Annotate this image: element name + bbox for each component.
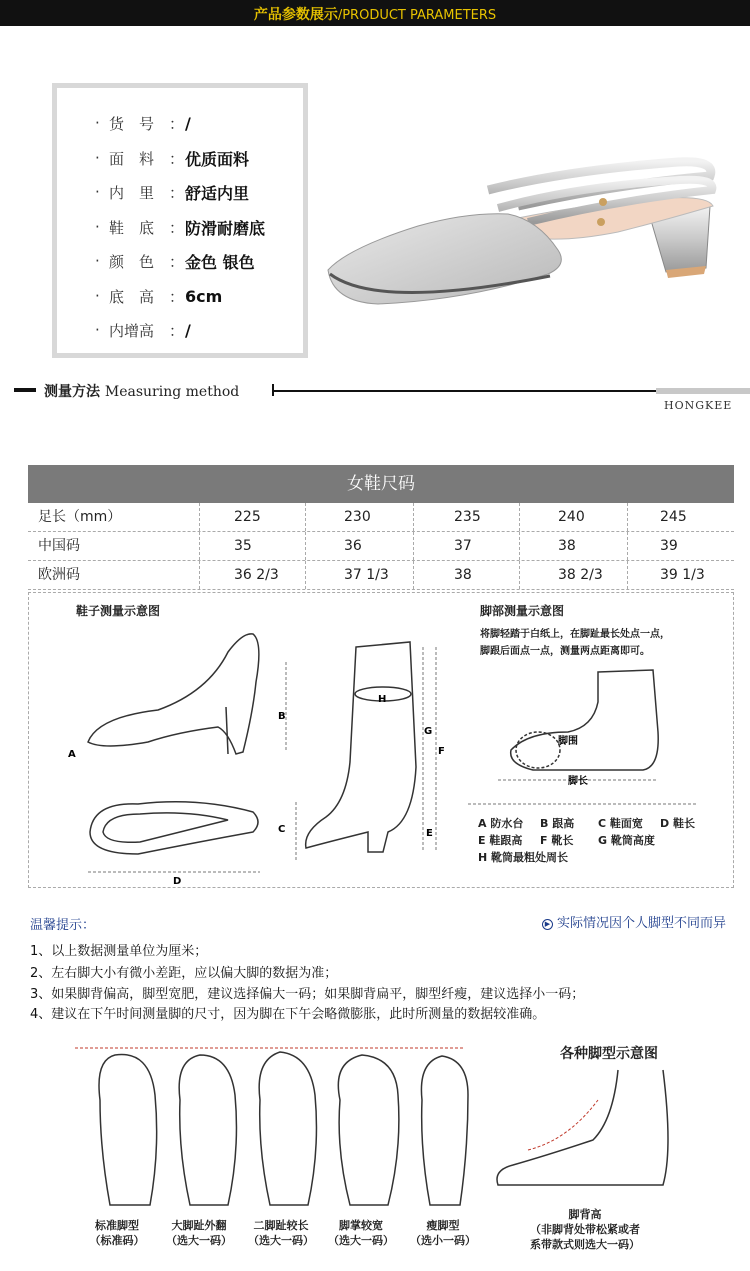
divider-left bbox=[14, 388, 36, 392]
param-row bbox=[95, 286, 222, 306]
bullet: · bbox=[95, 149, 100, 167]
table-cell: 245 bbox=[660, 509, 687, 525]
param-colon: ： bbox=[169, 218, 185, 237]
param-value: / bbox=[185, 113, 191, 133]
legend-item: E 鞋跟高 bbox=[478, 834, 523, 847]
table-row bbox=[28, 561, 734, 590]
tip-item: 3、如果脚背偏高，脚型宽肥，建议选择偏大一码；如果脚背扁平，脚型纤瘦，建议选择小一码； bbox=[30, 987, 585, 1002]
param-label: 货 号 bbox=[109, 114, 155, 133]
instep-caption-line: （非脚背处带松紧或者 bbox=[530, 1223, 640, 1236]
size-table-title: 女鞋尺码 bbox=[28, 465, 734, 503]
foot-type-caption bbox=[316, 1218, 406, 1248]
foot-note: 将脚轻踏于白纸上，在脚趾最长处点一点， bbox=[480, 629, 670, 640]
bullet: · bbox=[95, 287, 100, 305]
tip-item: 2、左右脚大小有微小差距，应以偏大脚的数据为准； bbox=[30, 966, 338, 981]
foot-length-label: 脚长 bbox=[568, 776, 588, 787]
tip-item: 4、建议在下午时间测量脚的尺寸，因为脚在下午会略微膨胀，此时所测量的数据较准确。 bbox=[30, 1007, 546, 1022]
foot-type-caption bbox=[72, 1218, 162, 1248]
row-label: 中国码 bbox=[28, 532, 200, 560]
header-bar bbox=[0, 0, 750, 26]
shoe-diagram-title: 鞋子测量示意图 bbox=[76, 604, 161, 618]
param-label: 底 高 bbox=[109, 287, 155, 306]
tips-title: 温馨提示： bbox=[30, 918, 96, 933]
brand-label: HONGKEE bbox=[664, 399, 733, 412]
table-cell: 38 bbox=[520, 532, 628, 560]
measuring-title-cn: 测量方法 bbox=[44, 384, 100, 400]
tips-note bbox=[542, 912, 726, 931]
header-title-cn: 产品参数展示 bbox=[253, 7, 338, 23]
table-row bbox=[28, 532, 734, 561]
param-colon: ： bbox=[169, 149, 185, 168]
label-e: E bbox=[426, 828, 433, 839]
param-label: 内 里 bbox=[109, 183, 155, 202]
legend-item: H 靴筒最粗处周长 bbox=[478, 851, 569, 864]
instep-caption-line: 系带款式则选大一码） bbox=[530, 1238, 640, 1251]
table-cell: 38 bbox=[414, 561, 520, 589]
measuring-title-en: Measuring method bbox=[104, 384, 240, 400]
row-label: 足长（mm） bbox=[28, 503, 200, 531]
table-cell: 37 bbox=[414, 532, 520, 560]
foot-type-caption bbox=[398, 1218, 488, 1248]
label-g: G bbox=[424, 726, 433, 737]
param-value: 舒适内里 bbox=[185, 183, 250, 203]
param-row bbox=[95, 113, 191, 133]
table-cell: 39 1/3 bbox=[660, 567, 705, 583]
table-cell: 36 bbox=[306, 532, 414, 560]
foot-type-advice: （选大一码） bbox=[328, 1234, 394, 1247]
instep-caption-line: 脚背高 bbox=[568, 1208, 602, 1221]
divider-grey bbox=[656, 388, 750, 394]
foot-type-advice: （选小一码） bbox=[410, 1234, 476, 1247]
label-d: D bbox=[173, 876, 182, 887]
foot-type-advice: （选大一码） bbox=[166, 1234, 232, 1247]
play-circle-icon: ▶ bbox=[542, 919, 553, 930]
param-colon: ： bbox=[169, 183, 185, 202]
parameter-box bbox=[52, 83, 308, 358]
row-label: 欧洲码 bbox=[28, 561, 200, 589]
param-label: 颜 色 bbox=[109, 252, 155, 271]
legend-item: F 靴长 bbox=[540, 834, 574, 847]
table-row bbox=[28, 503, 734, 532]
legend-item: C 鞋面宽 bbox=[598, 817, 643, 830]
instep-outline bbox=[488, 1060, 688, 1190]
bullet: · bbox=[95, 218, 100, 236]
legend-item: A 防水台 bbox=[478, 817, 524, 830]
table-cell: 38 2/3 bbox=[520, 561, 628, 589]
instep-caption bbox=[510, 1207, 660, 1252]
param-label: 鞋 底 bbox=[109, 218, 155, 237]
legend-item: G 靴筒高度 bbox=[598, 834, 655, 847]
param-colon: ： bbox=[169, 114, 185, 133]
header-title-en: /PRODUCT PARAMETERS bbox=[337, 8, 497, 23]
legend-item: B 跟高 bbox=[540, 817, 575, 830]
foot-types-title: 各种脚型示意图 bbox=[560, 1046, 658, 1062]
bullet: · bbox=[95, 252, 100, 270]
table-cell: 225 bbox=[200, 503, 306, 531]
table-cell: 235 bbox=[414, 503, 520, 531]
bullet: · bbox=[95, 114, 100, 132]
param-value: / bbox=[185, 320, 191, 340]
label-f: F bbox=[438, 746, 445, 757]
label-b: B bbox=[278, 711, 286, 722]
param-label: 面 料 bbox=[109, 149, 155, 168]
param-colon: ： bbox=[169, 321, 185, 340]
label-c: C bbox=[278, 824, 286, 835]
param-label: 内增高 bbox=[109, 321, 155, 340]
param-colon: ： bbox=[169, 252, 185, 271]
foot-diagram-title: 脚部测量示意图 bbox=[480, 604, 565, 618]
product-image bbox=[318, 150, 723, 320]
param-value: 6cm bbox=[185, 286, 223, 306]
param-row bbox=[95, 148, 249, 168]
param-value: 优质面料 bbox=[185, 149, 250, 169]
label-h: H bbox=[378, 694, 387, 705]
table-cell: 36 2/3 bbox=[200, 561, 306, 589]
table-cell: 37 1/3 bbox=[306, 561, 414, 589]
table-cell: 35 bbox=[200, 532, 306, 560]
param-row bbox=[95, 182, 249, 202]
header-title bbox=[0, 4, 750, 24]
legend-item: D 鞋长 bbox=[660, 817, 695, 830]
foot-type-name: 标准脚型 bbox=[95, 1219, 139, 1232]
tip-item: 1、以上数据测量单位为厘米； bbox=[30, 944, 208, 959]
bullet: · bbox=[95, 183, 100, 201]
table-cell: 240 bbox=[520, 503, 628, 531]
foot-type-outlines bbox=[70, 1040, 470, 1215]
size-table bbox=[28, 465, 734, 590]
tips-note-text: 实际情况因个人脚型不同而异 bbox=[557, 916, 727, 931]
foot-type-caption bbox=[154, 1218, 244, 1248]
foot-circumference-label: 脚围 bbox=[558, 736, 578, 747]
param-value: 金色 银色 bbox=[185, 252, 255, 272]
param-row bbox=[95, 251, 255, 271]
param-colon: ： bbox=[169, 287, 185, 306]
table-cell: 230 bbox=[306, 503, 414, 531]
foot-type-name: 二脚趾较长 bbox=[253, 1219, 309, 1232]
label-a: A bbox=[68, 749, 76, 760]
foot-type-caption bbox=[236, 1218, 326, 1248]
foot-type-advice: （选大一码） bbox=[248, 1234, 314, 1247]
bullet: · bbox=[95, 321, 100, 339]
table-cell: 39 bbox=[660, 538, 678, 554]
foot-type-name: 脚掌较宽 bbox=[339, 1219, 383, 1232]
foot-type-advice: （标准码） bbox=[89, 1234, 145, 1247]
measuring-title bbox=[44, 381, 239, 401]
foot-note: 脚跟后面点一点，测量两点距离即可。 bbox=[480, 646, 650, 657]
param-row bbox=[95, 217, 265, 237]
foot-type-name: 瘦脚型 bbox=[426, 1219, 460, 1232]
param-row bbox=[95, 320, 191, 340]
foot-type-name: 大脚趾外翻 bbox=[171, 1219, 227, 1232]
param-value: 防滑耐磨底 bbox=[185, 218, 266, 238]
